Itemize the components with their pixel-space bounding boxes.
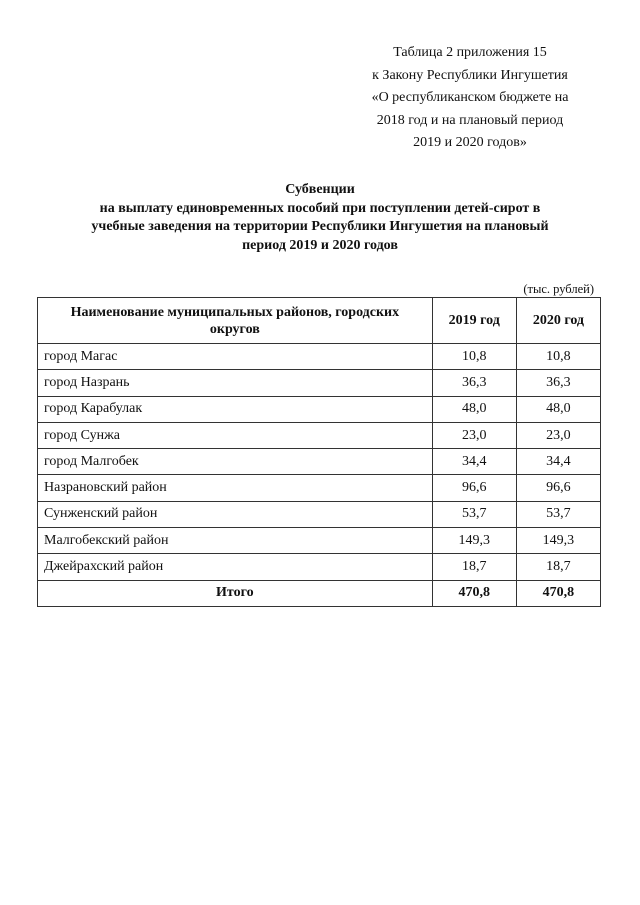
total-2020: 470,8	[516, 580, 600, 606]
table-header-row	[38, 298, 601, 344]
row-name: город Малгобек	[38, 449, 433, 475]
row-name: Назрановский район	[38, 475, 433, 501]
row-name: город Магас	[38, 344, 433, 370]
title-line: период 2019 и 2020 годов	[242, 237, 398, 253]
appendix-line: 2019 и 2020 годов»	[413, 135, 527, 150]
table-row	[38, 396, 601, 422]
table-row	[38, 554, 601, 580]
row-2019: 48,0	[432, 396, 516, 422]
row-2020: 48,0	[516, 396, 600, 422]
header-name: Наименование муниципальных районов, городских округов	[38, 298, 433, 344]
table-row	[38, 370, 601, 396]
row-2019: 53,7	[432, 501, 516, 527]
total-label: Итого	[38, 580, 433, 606]
document-title	[40, 181, 600, 255]
row-name: город Карабулак	[38, 396, 433, 422]
title-line: учебные заведения на территории Республики Ингушетия на плановый	[91, 219, 549, 234]
row-2020: 18,7	[516, 554, 600, 580]
total-2019: 470,8	[432, 580, 516, 606]
appendix-line: к Закону Республики Ингушетия	[372, 67, 568, 83]
row-2020: 96,6	[516, 475, 600, 501]
row-name: Малгобекский район	[38, 528, 433, 554]
table-row	[38, 449, 601, 475]
row-2019: 36,3	[432, 370, 516, 396]
appendix-line: 2018 год и на плановый период	[376, 112, 564, 128]
table-row	[38, 422, 601, 448]
row-2019: 149,3	[432, 528, 516, 554]
row-name: Джейрахский район	[38, 554, 433, 580]
row-2019: 34,4	[432, 449, 516, 475]
table-total-row	[38, 580, 601, 606]
appendix-line: Таблица 2 приложения 15	[393, 45, 547, 60]
row-name: город Назрань	[38, 370, 433, 396]
table-row	[38, 475, 601, 501]
title-line: Субвенции	[285, 182, 355, 197]
header-2019: 2019 год	[432, 298, 516, 344]
row-2019: 96,6	[432, 475, 516, 501]
row-name: Сунженский район	[38, 501, 433, 527]
row-2019: 23,0	[432, 422, 516, 448]
appendix-reference	[350, 42, 590, 155]
row-2020: 53,7	[516, 501, 600, 527]
appendix-line: «О республиканском бюджете на	[371, 90, 569, 105]
header-2020: 2020 год	[516, 298, 600, 344]
table-row	[38, 501, 601, 527]
table-row	[38, 528, 601, 554]
row-2019: 18,7	[432, 554, 516, 580]
title-line: на выплату единовременных пособий при поступлении детей-сирот в	[99, 200, 541, 216]
row-2020: 34,4	[516, 449, 600, 475]
row-2020: 23,0	[516, 422, 600, 448]
subventions-table	[37, 297, 601, 607]
row-name: город Сунжа	[38, 422, 433, 448]
units-label: (тыс. рублей)	[523, 282, 594, 296]
row-2019: 10,8	[432, 344, 516, 370]
row-2020: 36,3	[516, 370, 600, 396]
row-2020: 149,3	[516, 528, 600, 554]
table-row	[38, 344, 601, 370]
row-2020: 10,8	[516, 344, 600, 370]
